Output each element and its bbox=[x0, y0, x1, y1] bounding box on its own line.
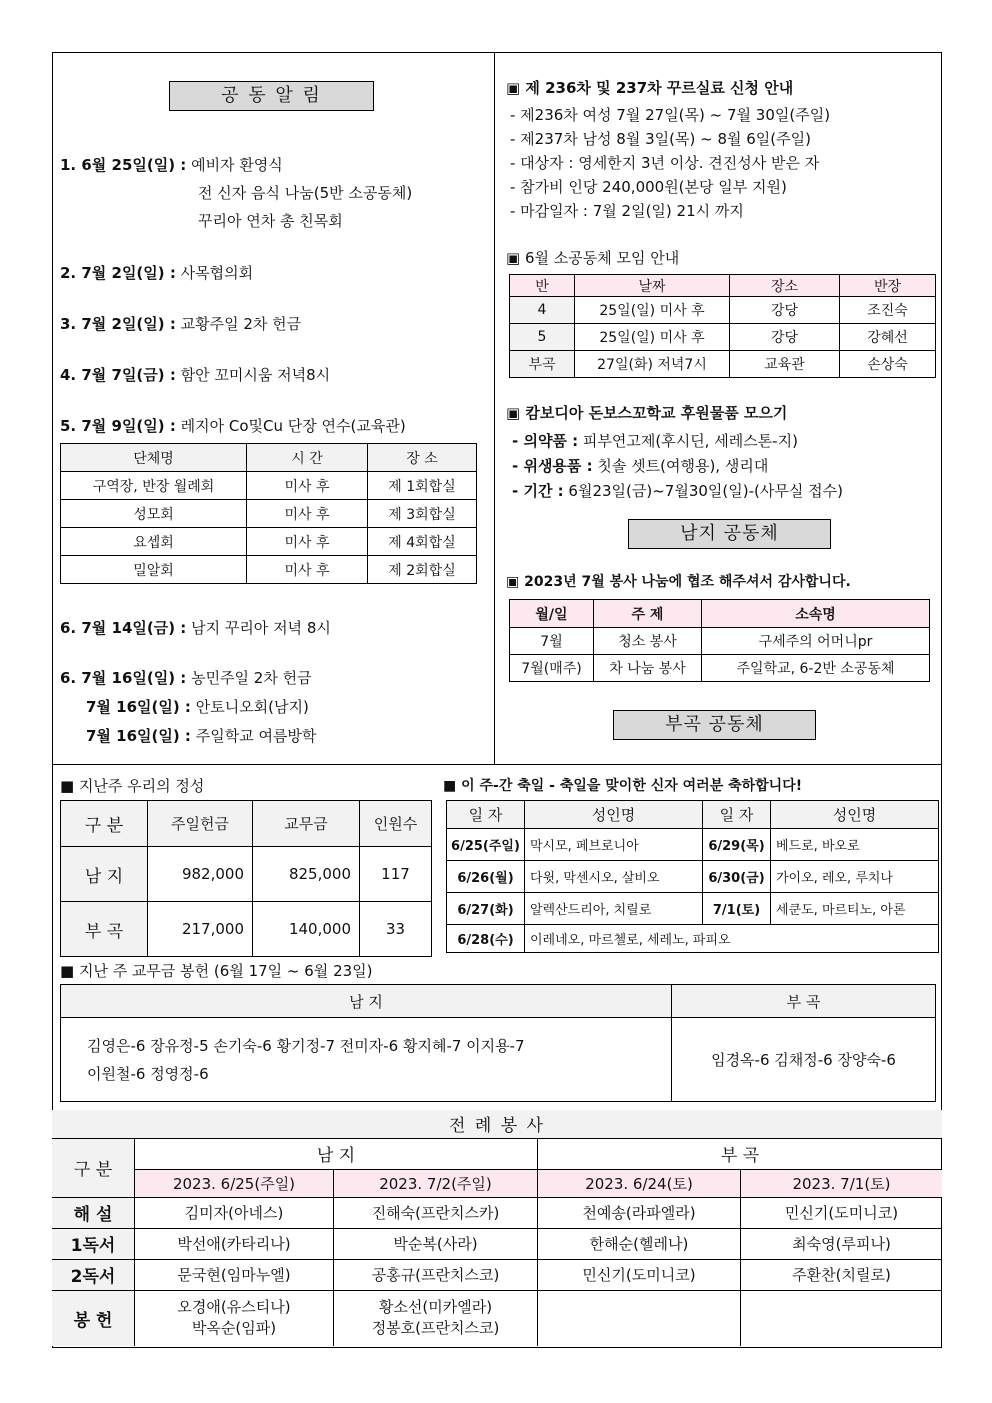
liturgy-role: 2독서 bbox=[52, 1259, 135, 1290]
cambodia-title: ▣ 캄보디아 돈보스꼬학교 후원물품 모으기 bbox=[506, 404, 788, 422]
volunteer-thanks: ▣ 2023년 7월 봉사 나눔에 협조 해주셔서 감사합니다. bbox=[506, 574, 851, 590]
notice-date: 6. 7월 16일(일) : bbox=[60, 669, 187, 687]
feast-title: ■ 이 주-간 축일 - 축일을 맞이한 신자 여러분 축하합니다! bbox=[443, 778, 803, 794]
namji-community-title: 남지 공동체 bbox=[628, 519, 831, 549]
table-cell: 민신기(도미니코) bbox=[538, 1259, 741, 1290]
table-cell: 제 2회합실 bbox=[368, 556, 477, 584]
table-header: 주 제 bbox=[594, 600, 702, 628]
table-header: 장 소 bbox=[368, 444, 477, 472]
cambodia-line bbox=[512, 480, 843, 501]
table-row bbox=[52, 1259, 942, 1290]
notice-text: 농민주일 2차 헌금 bbox=[191, 669, 312, 687]
notice-date: 5. 7월 9일(일) : bbox=[60, 417, 176, 435]
table-header: 남 지 bbox=[61, 985, 672, 1018]
offering-title: ■ 지난주 우리의 정성 bbox=[60, 777, 205, 795]
table-cell: 청소 봉사 bbox=[594, 628, 702, 655]
table-header: 부 곡 bbox=[672, 985, 936, 1018]
table-cell: 6/25(주일) bbox=[447, 829, 525, 861]
offering-table bbox=[60, 800, 432, 957]
cambodia-label: - 위생용품 : bbox=[512, 457, 593, 475]
table-cell: 박순복(사라) bbox=[334, 1228, 538, 1259]
tithe-namji-names bbox=[61, 1018, 672, 1102]
training-table bbox=[60, 443, 477, 584]
table-header: 시 간 bbox=[247, 444, 368, 472]
column-divider bbox=[494, 52, 495, 764]
liturgy-date: 2023. 7/1(토) bbox=[741, 1169, 943, 1197]
liturgy-title: 전 례 봉 사 bbox=[52, 1110, 942, 1138]
notice-item-4 bbox=[60, 364, 330, 385]
table-cell: 박선애(카타리나) bbox=[135, 1228, 334, 1259]
notice-text: 함안 꼬미시움 저녁8시 bbox=[180, 366, 331, 384]
tithe-table bbox=[60, 984, 936, 1102]
table-cell: 미사 후 bbox=[247, 500, 368, 528]
tithe-title: ■ 지난 주 교무금 봉헌 (6월 17일 ~ 6월 23일) bbox=[60, 962, 373, 980]
table-cell: 27일(화) 저녁7시 bbox=[575, 351, 730, 378]
feast-table bbox=[446, 800, 939, 953]
notice-item-3 bbox=[60, 313, 301, 334]
table-header: 단체명 bbox=[61, 444, 247, 472]
table-cell: 4 bbox=[510, 297, 575, 324]
table-cell: 982,000 bbox=[148, 847, 253, 902]
liturgy-date: 2023. 7/2(주일) bbox=[334, 1169, 538, 1197]
table-cell: 강당 bbox=[730, 324, 840, 351]
table-row bbox=[52, 1197, 942, 1228]
table-row bbox=[510, 351, 936, 378]
table-cell: 한해순(헬레나) bbox=[538, 1228, 741, 1259]
table-header: 월/일 bbox=[510, 600, 594, 628]
cambodia-line bbox=[512, 455, 768, 476]
table-row bbox=[52, 1290, 942, 1346]
notice-text: 예비자 환영식 bbox=[191, 156, 283, 174]
table-row bbox=[61, 472, 477, 500]
tithe-bugok-names: 임경옥-6 김채정-6 장양숙-6 bbox=[672, 1018, 936, 1102]
cursillo-line: - 제237차 남성 8월 3일(목) ~ 8월 6일(주일) bbox=[510, 130, 811, 148]
table-cell: 베드로, 바오로 bbox=[771, 829, 939, 861]
table-cell: 제 1회합실 bbox=[368, 472, 477, 500]
table-header: 장소 bbox=[730, 275, 840, 297]
table-cell: 5 bbox=[510, 324, 575, 351]
table-cell bbox=[135, 1290, 334, 1346]
table-cell: 25일(일) 미사 후 bbox=[575, 297, 730, 324]
cursillo-line: - 마감일자 : 7월 2일(일) 21시 까지 bbox=[510, 202, 744, 220]
table-cell bbox=[538, 1290, 741, 1346]
table-cell: 가이오, 레오, 루치나 bbox=[771, 861, 939, 893]
notice-text: 레지아 Co및Cu 단장 연수(교육관) bbox=[180, 417, 406, 435]
table-header: 교무금 bbox=[253, 801, 360, 847]
tithe-names-line: 김영은-6 장유정-5 손기숙-6 황기정-7 전미자-6 황지혜-7 이지용-7 bbox=[87, 1036, 525, 1055]
cursillo-line: - 대상자 : 영세한지 3년 이상. 견진성사 받은 자 bbox=[510, 154, 820, 172]
table-cell: 요셉회 bbox=[61, 528, 247, 556]
table-cell bbox=[334, 1290, 538, 1346]
cursillo-line: - 제236차 여성 7월 27일(목) ~ 7월 30일(주일) bbox=[510, 106, 831, 124]
liturgy-bugok-header: 부 곡 bbox=[538, 1138, 943, 1169]
notice-item-2 bbox=[60, 262, 253, 283]
table-cell: 손상숙 bbox=[840, 351, 936, 378]
table-row bbox=[61, 500, 477, 528]
cursillo-line: - 참가비 인당 240,000원(본당 일부 지원) bbox=[510, 178, 787, 196]
table-cell: 7월(매주) bbox=[510, 655, 594, 682]
table-cell: 알렉산드리아, 치릴로 bbox=[525, 893, 703, 925]
table-cell: 주일학교, 6-2반 소공동체 bbox=[702, 655, 930, 682]
table-header: 일 자 bbox=[703, 801, 771, 829]
table-cell: 6/26(월) bbox=[447, 861, 525, 893]
table-cell: 천예송(라파엘라) bbox=[538, 1197, 741, 1228]
table-cell: 제 3회합실 bbox=[368, 500, 477, 528]
table-row bbox=[61, 528, 477, 556]
liturgy-namji-header: 남 지 bbox=[135, 1138, 538, 1169]
table-cell: 6/30(금) bbox=[703, 861, 771, 893]
table-cell: 공홍규(프란치스코) bbox=[334, 1259, 538, 1290]
notice-item-8 bbox=[86, 696, 309, 717]
table-cell: 부곡 bbox=[510, 351, 575, 378]
common-notice-title: 공 동 알 림 bbox=[169, 81, 374, 111]
table-header: 성인명 bbox=[525, 801, 703, 829]
volunteer-table bbox=[509, 599, 930, 682]
liturgy-role: 해 설 bbox=[52, 1197, 135, 1228]
notice-text: 남지 꾸리아 저녁 8시 bbox=[191, 619, 331, 637]
table-header: 반장 bbox=[840, 275, 936, 297]
notice-date: 3. 7월 2일(일) : bbox=[60, 315, 176, 333]
table-row bbox=[52, 1228, 942, 1259]
notice-item-5 bbox=[60, 415, 406, 436]
table-row bbox=[447, 829, 939, 861]
small-community-table bbox=[509, 274, 936, 378]
offertory-name: 박옥순(임파) bbox=[191, 1319, 277, 1338]
table-cell: 구역장, 반장 월례회 bbox=[61, 472, 247, 500]
table-cell: 미사 후 bbox=[247, 556, 368, 584]
table-cell: 민신기(도미니코) bbox=[741, 1197, 943, 1228]
notice-date: 7월 16일(일) : bbox=[86, 727, 191, 745]
section-divider-top bbox=[52, 764, 942, 765]
cursillo-title: ▣ 제 236차 및 237차 꾸르실료 신청 안내 bbox=[506, 79, 794, 97]
table-header: 소속명 bbox=[702, 600, 930, 628]
cambodia-text: 6월23일(금)~7월30일(일)-(사무실 접수) bbox=[563, 482, 843, 500]
table-cell: 미사 후 bbox=[247, 528, 368, 556]
table-header: 성인명 bbox=[771, 801, 939, 829]
table-cell: 7/1(토) bbox=[703, 893, 771, 925]
table-cell: 구세주의 어머니pr bbox=[702, 628, 930, 655]
table-cell: 남 지 bbox=[61, 847, 148, 902]
cambodia-line bbox=[512, 430, 798, 451]
table-cell: 6/29(목) bbox=[703, 829, 771, 861]
table-cell bbox=[741, 1290, 943, 1346]
table-row bbox=[61, 902, 432, 957]
table-header: 주일헌금 bbox=[148, 801, 253, 847]
liturgy-table bbox=[52, 1110, 942, 1346]
table-row bbox=[510, 324, 936, 351]
table-row bbox=[447, 893, 939, 925]
table-header: 구 분 bbox=[61, 801, 148, 847]
table-cell: 825,000 bbox=[253, 847, 360, 902]
table-cell: 이레네오, 마르첼로, 세레노, 파피오 bbox=[525, 925, 939, 953]
notice-date: 7월 16일(일) : bbox=[86, 698, 191, 716]
table-cell: 다윗, 막센시오, 살비오 bbox=[525, 861, 703, 893]
notice-text: 안토니오회(남지) bbox=[195, 698, 309, 716]
table-cell: 강혜선 bbox=[840, 324, 936, 351]
table-row bbox=[61, 847, 432, 902]
table-cell: 117 bbox=[360, 847, 432, 902]
table-cell: 25일(일) 미사 후 bbox=[575, 324, 730, 351]
table-cell: 6/27(화) bbox=[447, 893, 525, 925]
offertory-name: 황소선(미카엘라) bbox=[378, 1298, 493, 1317]
liturgy-date: 2023. 6/24(토) bbox=[538, 1169, 741, 1197]
table-cell: 주환찬(치릴로) bbox=[741, 1259, 943, 1290]
table-row bbox=[510, 297, 936, 324]
table-cell: 제 4회합실 bbox=[368, 528, 477, 556]
table-row bbox=[510, 628, 930, 655]
liturgy-corner: 구 분 bbox=[52, 1138, 135, 1197]
notice-text: 꾸리아 연차 총 친목회 bbox=[198, 212, 343, 230]
liturgy-role: 1독서 bbox=[52, 1228, 135, 1259]
bugok-community-title: 부곡 공동체 bbox=[613, 710, 816, 740]
table-cell: 차 나눔 봉사 bbox=[594, 655, 702, 682]
table-header: 날짜 bbox=[575, 275, 730, 297]
notice-item-6 bbox=[60, 617, 331, 638]
table-cell: 140,000 bbox=[253, 902, 360, 957]
table-row bbox=[61, 556, 477, 584]
table-cell: 33 bbox=[360, 902, 432, 957]
table-row bbox=[61, 1018, 936, 1102]
table-cell: 7월 bbox=[510, 628, 594, 655]
table-cell: 6/28(수) bbox=[447, 925, 525, 953]
notice-text: 사목협의회 bbox=[180, 264, 254, 282]
notice-item-9 bbox=[86, 725, 316, 746]
table-cell: 조진숙 bbox=[840, 297, 936, 324]
table-cell: 교육관 bbox=[730, 351, 840, 378]
table-header: 인원수 bbox=[360, 801, 432, 847]
cambodia-text: 칫솔 셋트(여행용), 생리대 bbox=[592, 457, 769, 475]
table-cell: 부 곡 bbox=[61, 902, 148, 957]
notice-item-1 bbox=[60, 154, 283, 175]
table-cell: 김미자(아네스) bbox=[135, 1197, 334, 1228]
notice-date: 6. 7월 14일(금) : bbox=[60, 619, 187, 637]
table-row bbox=[447, 861, 939, 893]
cambodia-label: - 의약품 : bbox=[512, 432, 579, 450]
notice-text: 교황주일 2차 헌금 bbox=[180, 315, 302, 333]
offertory-name: 정봉호(프란치스코) bbox=[371, 1319, 500, 1338]
table-cell: 최숙영(루피나) bbox=[741, 1228, 943, 1259]
liturgy-date: 2023. 6/25(주일) bbox=[135, 1169, 334, 1197]
table-cell: 성모회 bbox=[61, 500, 247, 528]
table-cell: 강당 bbox=[730, 297, 840, 324]
table-cell: 문국현(임마누엘) bbox=[135, 1259, 334, 1290]
tithe-names-line: 이원철-6 정영정-6 bbox=[87, 1064, 209, 1083]
notice-item-7 bbox=[60, 667, 312, 688]
table-cell: 밀알회 bbox=[61, 556, 247, 584]
table-row bbox=[447, 925, 939, 953]
table-cell: 세쿤도, 마르티노, 아론 bbox=[771, 893, 939, 925]
notice-text: 전 신자 음식 나눔(5반 소공동체) bbox=[198, 184, 413, 202]
small-community-title: ▣ 6월 소공동체 모임 안내 bbox=[506, 249, 680, 267]
cambodia-text: 피부연고제(후시딘, 세레스톤-지) bbox=[578, 432, 798, 450]
notice-text: 주일학교 여름방학 bbox=[195, 727, 317, 745]
notice-date: 4. 7월 7일(금) : bbox=[60, 366, 176, 384]
notice-date: 2. 7월 2일(일) : bbox=[60, 264, 176, 282]
table-cell: 미사 후 bbox=[247, 472, 368, 500]
table-cell: 217,000 bbox=[148, 902, 253, 957]
cambodia-label: - 기간 : bbox=[512, 482, 564, 500]
table-header: 일 자 bbox=[447, 801, 525, 829]
offertory-name: 오경애(유스티나) bbox=[177, 1298, 291, 1317]
table-row bbox=[510, 655, 930, 682]
liturgy-role: 봉 헌 bbox=[52, 1290, 135, 1346]
table-header: 반 bbox=[510, 275, 575, 297]
table-cell: 막시모, 페브로니아 bbox=[525, 829, 703, 861]
table-cell: 진해숙(프란치스카) bbox=[334, 1197, 538, 1228]
notice-date: 1. 6월 25일(일) : bbox=[60, 156, 187, 174]
